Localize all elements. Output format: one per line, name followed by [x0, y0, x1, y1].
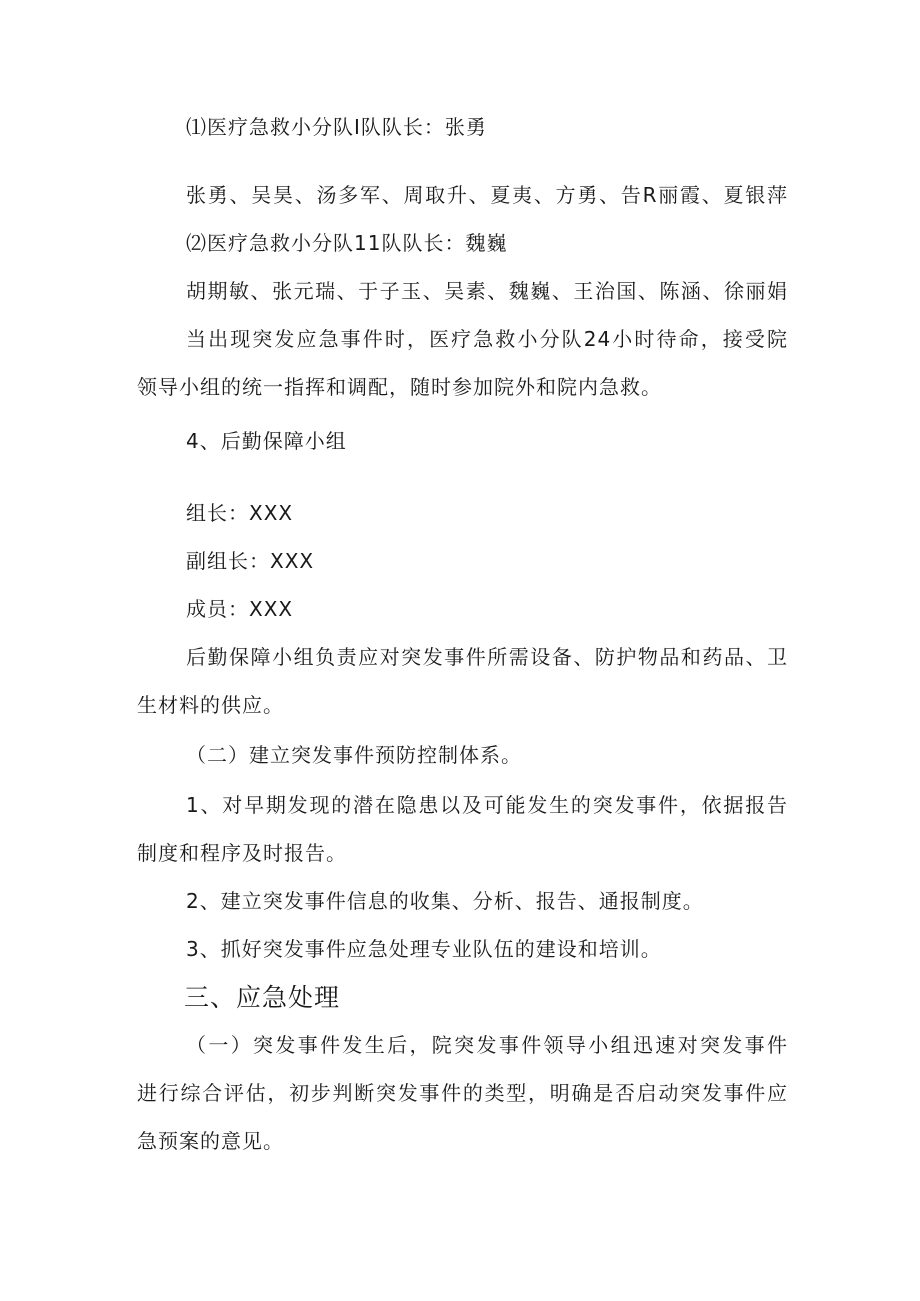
paragraph-standby-line-1: 当出现突发应急事件时，医疗急救小分队24小时待命，接受院: [186, 327, 788, 351]
item-3-line: 3、抓好突发事件应急处理专业队伍的建设和培训。: [186, 937, 662, 961]
item-2-line: 2、建立突发事件信息的收集、分析、报告、通报制度。: [186, 889, 704, 913]
paragraph-logistics-line-2: 生材料的供应。: [137, 693, 284, 717]
paragraph-logistics-line-1: 后勤保障小组负责应对突发事件所需设备、防护物品和药品、卫: [186, 645, 788, 669]
section-3-heading: 三、应急处理: [184, 983, 341, 1012]
team-1-members-line: 张勇、吴昊、汤多军、周取升、夏夷、方勇、告R丽霞、夏银萍: [186, 183, 788, 207]
item-1-line-1: 1、对早期发现的潜在隐患以及可能发生的突发事件，依据报告: [186, 793, 788, 817]
paragraph-response-line-1: （一）突发事件发生后，院突发事件领导小组迅速对突发事件: [186, 1033, 788, 1057]
paragraph-standby-line-2: 领导小组的统一指挥和调配，随时参加院外和院内急救。: [137, 375, 662, 399]
paragraph-response-line-2: 进行综合评估，初步判断突发事件的类型，明确是否启动突发事件应: [137, 1081, 788, 1105]
logistics-deputy-line: 副组长：XXX: [186, 549, 315, 573]
team-2-leader-line: ⑵医疗急救小分队11队队长：魏巍: [186, 231, 508, 255]
section-logistics-title: 4、后勤保障小组: [186, 429, 347, 453]
team-1-leader-line: ⑴医疗急救小分队I队队长：张勇: [186, 115, 487, 139]
team-2-members-line: 胡期敏、张元瑞、于子玉、吴素、魏巍、王治国、陈涵、徐丽娟: [186, 279, 788, 303]
subsection-2-title: （二）建立突发事件预防控制体系。: [186, 743, 522, 767]
logistics-leader-line: 组长：XXX: [186, 501, 294, 525]
item-1-line-2: 制度和程序及时报告。: [137, 841, 347, 865]
logistics-members-line: 成员：XXX: [186, 597, 294, 621]
paragraph-response-line-3: 急预案的意见。: [137, 1129, 284, 1153]
